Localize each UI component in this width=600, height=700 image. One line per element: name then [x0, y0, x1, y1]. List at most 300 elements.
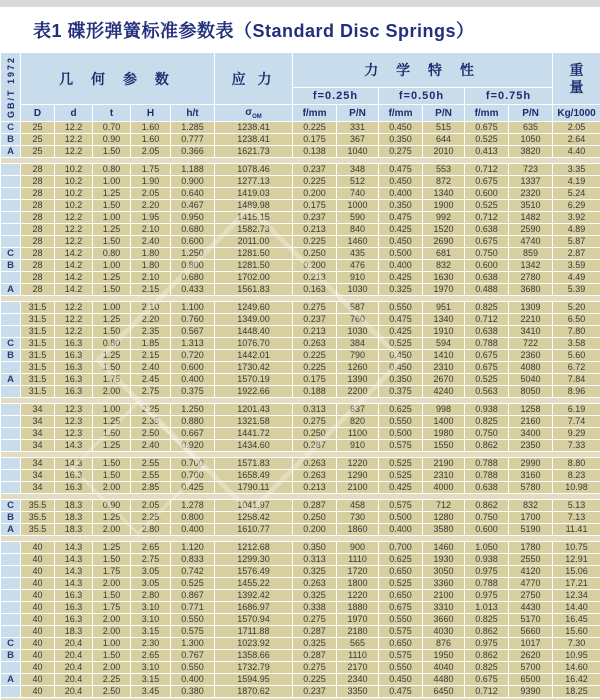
data-cell: 2160	[509, 416, 553, 428]
page-title: 表1 碟形弹簧标准参数表（Standard Disc Springs）	[0, 7, 600, 52]
data-cell: 2210	[509, 314, 553, 326]
data-cell: 31.5	[21, 362, 55, 374]
data-cell: 2.55	[131, 470, 171, 482]
table-row	[1, 638, 600, 650]
data-cell: 9.29	[553, 428, 600, 440]
data-cell: 0.425	[379, 326, 423, 338]
data-cell: 0.375	[379, 386, 423, 398]
data-cell: 2.05	[553, 122, 600, 134]
data-cell: 0.600	[465, 260, 509, 272]
data-cell: 0.350	[379, 200, 423, 212]
data-cell: 7.33	[553, 440, 600, 452]
data-cell: 5.13	[553, 500, 600, 512]
data-cell: 0.475	[379, 686, 423, 698]
data-cell: 0.80	[93, 164, 131, 176]
data-cell: 1220	[337, 590, 379, 602]
data-cell: 2200	[337, 386, 379, 398]
data-cell: 2.00	[93, 386, 131, 398]
grade-cell	[1, 224, 21, 236]
data-cell: 0.263	[293, 578, 337, 590]
data-cell: 3.45	[131, 686, 171, 698]
table-row	[1, 212, 600, 224]
data-cell: 0.800	[171, 260, 215, 272]
grade-cell: A	[1, 284, 21, 296]
grade-cell	[1, 470, 21, 482]
data-cell: 681	[423, 248, 465, 260]
data-cell: 2.80	[131, 524, 171, 536]
data-cell: 28	[21, 164, 55, 176]
data-cell: 0.862	[465, 500, 509, 512]
data-cell: 0.500	[379, 248, 423, 260]
grade-cell	[1, 554, 21, 566]
grade-cell	[1, 326, 21, 338]
data-cell: 0.700	[171, 458, 215, 470]
data-cell: 1.00	[93, 176, 131, 188]
table-row	[1, 200, 600, 212]
data-cell: 1100	[337, 428, 379, 440]
data-cell: 1258	[509, 404, 553, 416]
data-cell: 0.200	[293, 188, 337, 200]
data-cell: 0.70	[93, 122, 131, 134]
data-cell: 1.60	[131, 122, 171, 134]
data-cell: 5.60	[553, 350, 600, 362]
grade-cell: B	[1, 260, 21, 272]
data-cell: 8.23	[553, 470, 600, 482]
grade-cell	[1, 236, 21, 248]
data-cell: 1732.79	[215, 662, 293, 674]
data-cell: 0.638	[465, 326, 509, 338]
data-cell: 3.15	[131, 674, 171, 686]
data-cell: 28	[21, 200, 55, 212]
data-cell: 0.250	[293, 428, 337, 440]
data-cell: 1576.49	[215, 566, 293, 578]
data-cell: 40	[21, 554, 55, 566]
data-cell: 0.667	[171, 428, 215, 440]
data-cell: 34	[21, 482, 55, 494]
header-weight-char1: 重	[569, 61, 584, 78]
data-cell: 4030	[423, 626, 465, 638]
data-cell: 0.500	[379, 512, 423, 524]
header-deflection-025: f=0.25h	[293, 88, 379, 105]
data-cell: 10.2	[55, 176, 93, 188]
col-header-fmm-2: f/mm	[379, 105, 423, 122]
data-cell: 0.475	[379, 164, 423, 176]
data-cell: 40	[21, 686, 55, 698]
data-cell: 8.80	[553, 458, 600, 470]
data-cell: 9390	[509, 686, 553, 698]
data-cell: 1220	[337, 458, 379, 470]
data-cell: 876	[423, 638, 465, 650]
data-cell: 0.825	[465, 662, 509, 674]
data-cell: 2010	[423, 146, 465, 158]
data-cell: 0.712	[465, 314, 509, 326]
table-row	[1, 482, 600, 494]
data-cell: 0.638	[465, 272, 509, 284]
data-cell: 2320	[509, 188, 553, 200]
data-cell: 2.75	[131, 554, 171, 566]
data-cell: 0.400	[379, 188, 423, 200]
data-cell: 3680	[509, 284, 553, 296]
data-cell: 25	[21, 134, 55, 146]
data-cell: 0.425	[171, 482, 215, 494]
data-cell: 10.2	[55, 188, 93, 200]
data-cell: 1.75	[93, 602, 131, 614]
page-top-edge	[0, 0, 600, 7]
data-cell: 1.95	[131, 212, 171, 224]
data-cell: 0.938	[465, 404, 509, 416]
grade-cell: C	[1, 500, 21, 512]
data-cell: 740	[337, 188, 379, 200]
table-row	[1, 500, 600, 512]
data-cell: 1349.00	[215, 314, 293, 326]
data-cell: 0.600	[171, 362, 215, 374]
data-cell: 0.237	[293, 686, 337, 698]
data-cell: 0.900	[171, 176, 215, 188]
grade-cell: B	[1, 350, 21, 362]
data-cell: 40	[21, 662, 55, 674]
data-cell: 1.60	[131, 134, 171, 146]
data-cell: 1.25	[93, 224, 131, 236]
data-cell: 0.525	[379, 338, 423, 350]
data-cell: 1970	[423, 284, 465, 296]
data-cell: 20.4	[55, 662, 93, 674]
data-cell: 1790.11	[215, 482, 293, 494]
data-cell: 0.287	[293, 440, 337, 452]
data-cell: 587	[337, 302, 379, 314]
data-cell: 0.638	[465, 482, 509, 494]
data-cell: 1880	[337, 602, 379, 614]
data-cell: 0.675	[465, 236, 509, 248]
data-cell: 515	[423, 122, 465, 134]
data-cell: 0.200	[293, 260, 337, 272]
grade-cell: A	[1, 674, 21, 686]
data-cell: 0.287	[293, 650, 337, 662]
data-cell: 35.5	[21, 500, 55, 512]
data-cell: 40	[21, 638, 55, 650]
data-cell: 2.87	[553, 248, 600, 260]
data-cell: 0.600	[465, 188, 509, 200]
data-cell: 0.400	[379, 260, 423, 272]
data-cell: 2.65	[131, 542, 171, 554]
data-cell: 1.50	[93, 458, 131, 470]
grade-cell	[1, 482, 21, 494]
data-cell: 0.350	[293, 542, 337, 554]
col-header-H: H	[131, 105, 171, 122]
data-cell: 0.225	[293, 176, 337, 188]
data-cell: 5.24	[553, 188, 600, 200]
data-cell: 28	[21, 212, 55, 224]
data-cell: 0.188	[293, 386, 337, 398]
data-cell: 16.3	[55, 338, 93, 350]
data-cell: 6.29	[553, 200, 600, 212]
col-header-fmm-1: f/mm	[293, 105, 337, 122]
data-cell: 0.225	[293, 236, 337, 248]
data-cell: 0.575	[379, 440, 423, 452]
header-geometry: 几 何 参 数	[21, 53, 215, 105]
data-cell: 2100	[423, 590, 465, 602]
data-cell: 3.10	[131, 662, 171, 674]
data-cell: 0.675	[465, 362, 509, 374]
data-cell: 0.767	[171, 650, 215, 662]
data-cell: 0.475	[379, 212, 423, 224]
data-cell: 40	[21, 626, 55, 638]
data-cell: 40	[21, 614, 55, 626]
table-row	[1, 428, 600, 440]
data-cell: 18.3	[55, 524, 93, 536]
data-cell: 0.862	[465, 650, 509, 662]
data-cell: 1392.42	[215, 590, 293, 602]
data-cell: 40	[21, 566, 55, 578]
data-cell: 0.867	[171, 590, 215, 602]
data-cell: 0.338	[293, 602, 337, 614]
data-cell: 1290	[337, 470, 379, 482]
data-cell: 0.163	[293, 284, 337, 296]
data-cell: 10.75	[553, 542, 600, 554]
data-cell: 16.3	[55, 482, 93, 494]
data-cell: 2620	[509, 650, 553, 662]
data-cell: 2.80	[131, 590, 171, 602]
data-cell: 1571.83	[215, 458, 293, 470]
data-cell: 594	[423, 338, 465, 350]
data-cell: 1.285	[171, 122, 215, 134]
data-cell: 3820	[509, 146, 553, 158]
data-cell: 3.35	[553, 164, 600, 176]
data-cell: 4.89	[553, 224, 600, 236]
data-cell: 2.40	[131, 362, 171, 374]
table-row	[1, 272, 600, 284]
data-cell: 28	[21, 176, 55, 188]
data-cell: 637	[337, 404, 379, 416]
data-cell: 0.287	[293, 500, 337, 512]
data-cell: 16.3	[55, 374, 93, 386]
table-row	[1, 326, 600, 338]
table-row	[1, 284, 600, 296]
data-cell: 14.3	[55, 440, 93, 452]
grade-cell	[1, 188, 21, 200]
data-cell: 1.013	[465, 602, 509, 614]
grade-cell: C	[1, 638, 21, 650]
data-cell: 1930	[423, 554, 465, 566]
data-cell: 12.2	[55, 224, 93, 236]
sigma-subscript: OM	[252, 113, 262, 120]
data-cell: 0.650	[379, 566, 423, 578]
table-row	[1, 260, 600, 272]
data-cell: 40	[21, 674, 55, 686]
data-cell: 0.640	[171, 188, 215, 200]
data-cell: 3.59	[553, 260, 600, 272]
data-cell: 2780	[509, 272, 553, 284]
col-header-pn-1: P/N	[337, 105, 379, 122]
data-cell: 1.90	[131, 176, 171, 188]
data-cell: 348	[337, 164, 379, 176]
data-cell: 0.760	[171, 314, 215, 326]
data-cell: 0.400	[171, 674, 215, 686]
col-header-sigma	[215, 105, 293, 122]
data-cell: 0.500	[379, 428, 423, 440]
data-cell: 40	[21, 590, 55, 602]
data-cell: 5.39	[553, 284, 600, 296]
data-cell: 2.10	[131, 224, 171, 236]
data-cell: 910	[337, 272, 379, 284]
data-cell: 0.225	[293, 674, 337, 686]
data-cell: 0.275	[293, 662, 337, 674]
data-cell: 0.600	[465, 524, 509, 536]
data-cell: 2170	[337, 662, 379, 674]
col-header-ht: h/t	[171, 105, 215, 122]
data-cell: 1.120	[171, 542, 215, 554]
data-cell: 0.675	[465, 674, 509, 686]
data-cell: 1800	[337, 578, 379, 590]
data-cell: 2.05	[131, 500, 171, 512]
data-cell: 2.50	[131, 428, 171, 440]
data-cell: 3510	[509, 200, 553, 212]
data-cell: 1.25	[93, 272, 131, 284]
data-cell: 0.550	[379, 302, 423, 314]
data-cell: 1030	[337, 284, 379, 296]
data-cell: 2.15	[131, 350, 171, 362]
data-cell: 0.563	[465, 386, 509, 398]
table-row	[1, 248, 600, 260]
data-cell: 12.2	[55, 236, 93, 248]
data-cell: 12.2	[55, 146, 93, 158]
data-cell: 0.700	[171, 470, 215, 482]
data-cell: 0.80	[93, 338, 131, 350]
data-cell: 0.650	[379, 590, 423, 602]
data-cell: 723	[509, 164, 553, 176]
data-cell: 1260	[337, 362, 379, 374]
data-cell: 1.25	[93, 416, 131, 428]
data-cell: 0.720	[171, 350, 215, 362]
table-row	[1, 224, 600, 236]
data-cell: 2.45	[131, 374, 171, 386]
data-cell: 1017	[509, 638, 553, 650]
data-cell: 0.938	[465, 554, 509, 566]
table-row	[1, 512, 600, 524]
data-cell: 0.880	[171, 416, 215, 428]
data-cell: 0.788	[465, 458, 509, 470]
data-cell: 1415.15	[215, 212, 293, 224]
data-cell: 0.275	[293, 614, 337, 626]
data-cell: 12.2	[55, 326, 93, 338]
data-cell: 0.575	[171, 626, 215, 638]
data-cell: 1860	[337, 524, 379, 536]
data-cell: 1.85	[131, 338, 171, 350]
data-cell: 1.80	[131, 248, 171, 260]
table-row	[1, 626, 600, 638]
data-cell: 1321.58	[215, 416, 293, 428]
grade-cell	[1, 386, 21, 398]
grade-cell	[1, 314, 21, 326]
data-cell: 2.00	[93, 614, 131, 626]
data-cell: 0.825	[465, 614, 509, 626]
data-cell: 0.525	[465, 374, 509, 386]
data-cell: 367	[337, 134, 379, 146]
data-cell: 1.250	[171, 248, 215, 260]
table-row	[1, 374, 600, 386]
col-header-pn-2: P/N	[423, 105, 465, 122]
data-cell: 722	[509, 338, 553, 350]
data-cell: 0.625	[379, 554, 423, 566]
data-cell: 2340	[337, 674, 379, 686]
data-cell: 4480	[423, 674, 465, 686]
data-cell: 2.25	[93, 674, 131, 686]
table-row	[1, 302, 600, 314]
data-cell: 0.325	[293, 566, 337, 578]
data-cell: 384	[337, 338, 379, 350]
col-header-kg: Kg/1000	[553, 105, 600, 122]
data-cell: 2350	[509, 440, 553, 452]
data-cell: 565	[337, 638, 379, 650]
data-cell: 28	[21, 272, 55, 284]
data-cell: 0.263	[293, 338, 337, 350]
data-cell: 2.64	[553, 134, 600, 146]
data-cell: 0.325	[293, 638, 337, 650]
data-cell: 0.237	[293, 314, 337, 326]
data-cell: 0.250	[293, 248, 337, 260]
disc-spring-table	[0, 52, 600, 700]
data-cell: 1040	[337, 146, 379, 158]
data-cell: 1570.94	[215, 614, 293, 626]
data-cell: 0.80	[93, 248, 131, 260]
data-cell: 0.225	[293, 362, 337, 374]
data-cell: 1.50	[93, 236, 131, 248]
data-cell: 6.19	[553, 404, 600, 416]
data-cell: 0.750	[465, 248, 509, 260]
data-cell: 760	[337, 314, 379, 326]
data-cell: 1900	[423, 200, 465, 212]
data-cell: 14.3	[55, 542, 93, 554]
data-cell: 0.550	[379, 416, 423, 428]
data-cell: 0.750	[465, 512, 509, 524]
data-cell: 0.788	[465, 338, 509, 350]
data-cell: 14.40	[553, 602, 600, 614]
data-cell: 1455.22	[215, 578, 293, 590]
data-cell: 2.00	[93, 578, 131, 590]
data-cell: 1980	[423, 428, 465, 440]
data-cell: 2.20	[131, 314, 171, 326]
data-cell: 31.5	[21, 350, 55, 362]
data-cell: 840	[337, 224, 379, 236]
data-cell: 1249.60	[215, 302, 293, 314]
data-cell: 1.00	[93, 638, 131, 650]
data-cell: 1.50	[93, 200, 131, 212]
data-cell: 3580	[423, 524, 465, 536]
data-cell: 1460	[423, 542, 465, 554]
data-cell: 0.567	[171, 326, 215, 338]
data-cell: 2.00	[93, 626, 131, 638]
data-cell: 3.05	[131, 566, 171, 578]
data-cell: 2.10	[131, 302, 171, 314]
data-cell: 0.275	[293, 302, 337, 314]
data-cell: 1.050	[465, 542, 509, 554]
data-cell: 0.788	[465, 470, 509, 482]
data-cell: 1.00	[93, 260, 131, 272]
data-cell: 1281.50	[215, 248, 293, 260]
data-cell: 0.680	[171, 272, 215, 284]
data-cell: 1.00	[93, 302, 131, 314]
grade-cell: C	[1, 122, 21, 134]
data-cell: 8.96	[553, 386, 600, 398]
data-cell: 28	[21, 224, 55, 236]
data-cell: 12.2	[55, 134, 93, 146]
data-cell: 20.4	[55, 638, 93, 650]
data-cell: 1110	[337, 554, 379, 566]
data-cell: 2.05	[131, 188, 171, 200]
data-cell: 0.825	[465, 416, 509, 428]
data-cell: 0.250	[293, 512, 337, 524]
data-cell: 40	[21, 650, 55, 662]
grade-cell	[1, 176, 21, 188]
